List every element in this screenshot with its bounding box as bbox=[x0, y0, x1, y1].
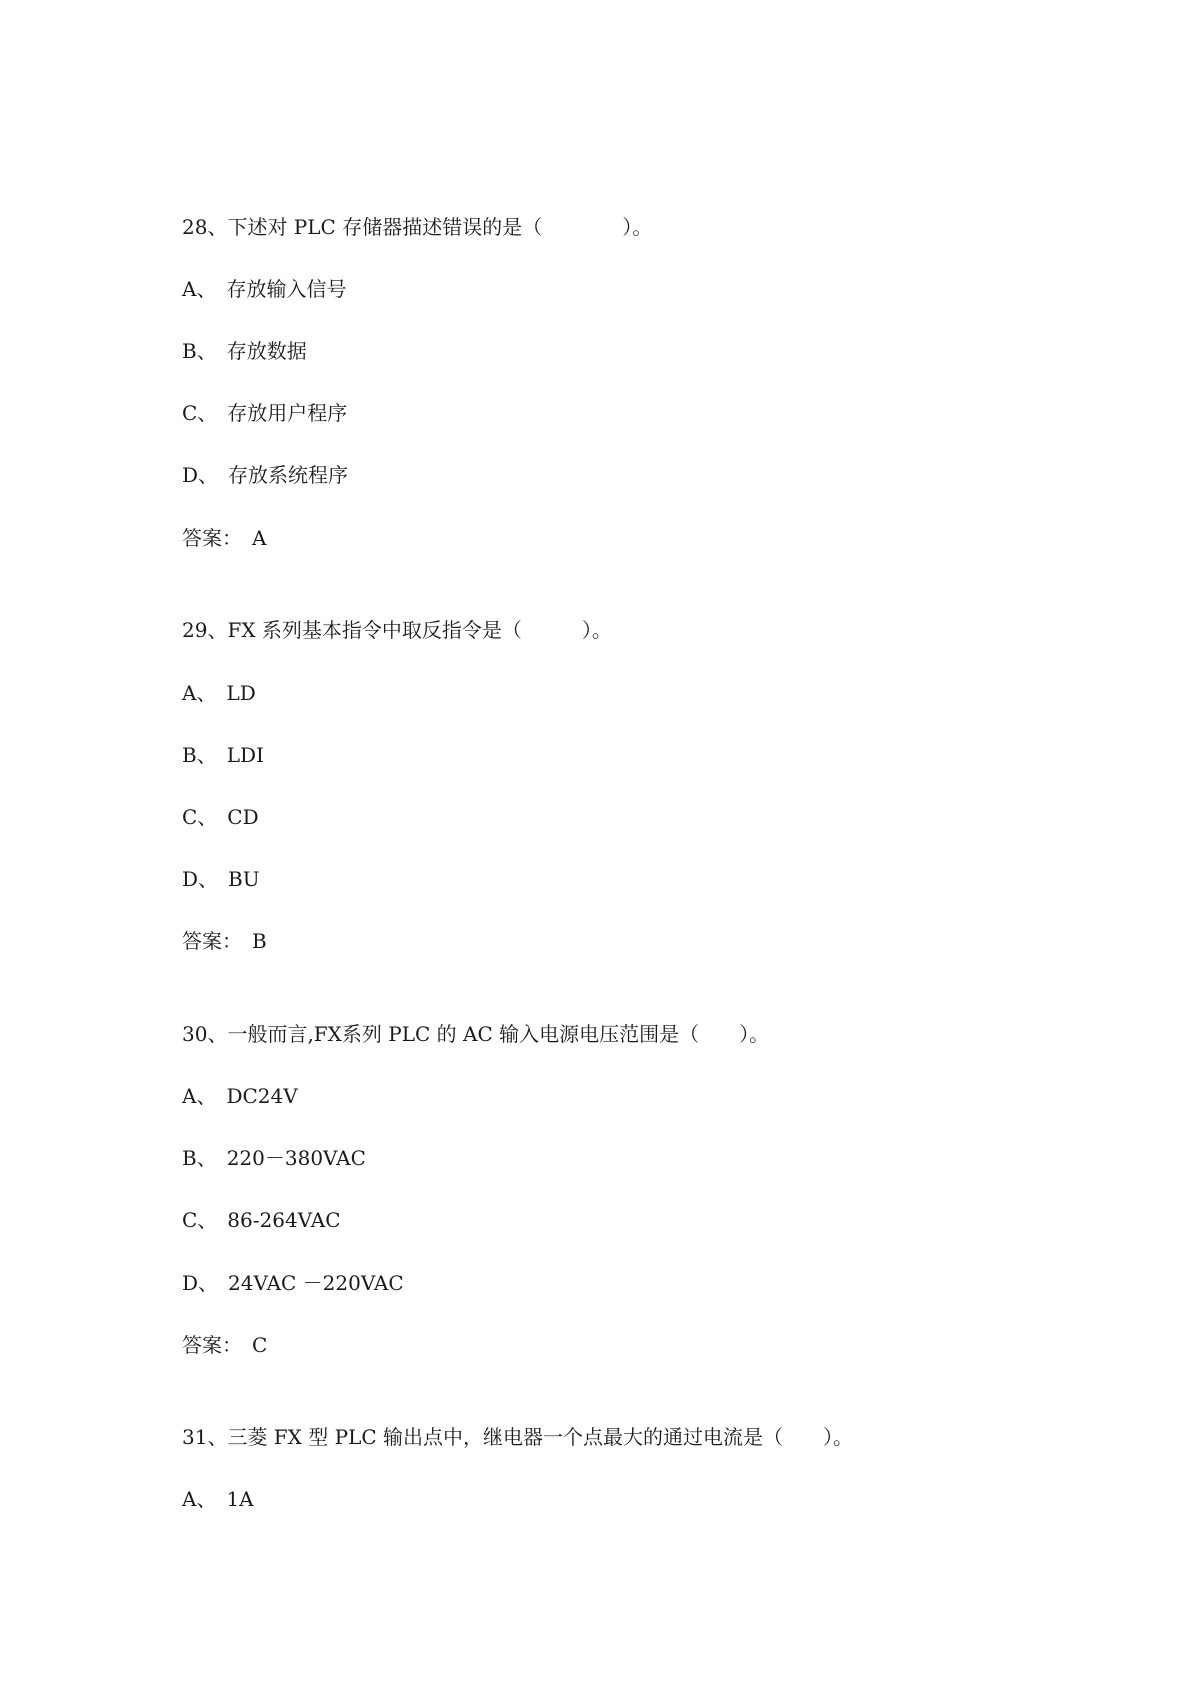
question-28-stem: 28、下述对 PLC 存储器描述错误的是（ ）。 bbox=[182, 215, 653, 239]
question-28-option-d: D、 存放系统程序 bbox=[182, 463, 349, 487]
question-30-stem: 30、一般而言,FX系列 PLC 的 AC 输入电源电压范围是（ ）。 bbox=[182, 1022, 770, 1046]
question-29-option-b: B、 LDI bbox=[182, 743, 264, 767]
question-28-option-c: C、 存放用户程序 bbox=[182, 401, 348, 425]
question-30-option-a: A、 DC24V bbox=[182, 1084, 298, 1108]
question-29-stem: 29、FX 系列基本指令中取反指令是（ ）。 bbox=[182, 618, 612, 642]
question-28-option-a: A、 存放输入信号 bbox=[182, 277, 347, 301]
question-29-option-c: C、 CD bbox=[182, 805, 259, 829]
question-29-option-a: A、 LD bbox=[182, 681, 256, 705]
question-31-option-a: A、 1A bbox=[182, 1487, 254, 1511]
question-31-stem: 31、三菱 FX 型 PLC 输出点中，继电器一个点最大的通过电流是（ ）。 bbox=[182, 1425, 854, 1449]
question-28-answer: 答案： A bbox=[182, 526, 267, 550]
question-30-option-b: B、 220－380VAC bbox=[182, 1146, 366, 1170]
question-29-answer: 答案： B bbox=[182, 929, 267, 953]
question-28-option-b: B、 存放数据 bbox=[182, 339, 307, 363]
question-30-answer: 答案： C bbox=[182, 1333, 268, 1357]
question-29-option-d: D、 BU bbox=[182, 867, 260, 891]
question-30-option-c: C、 86-264VAC bbox=[182, 1208, 341, 1232]
question-30-option-d: D、 24VAC －220VAC bbox=[182, 1271, 404, 1295]
